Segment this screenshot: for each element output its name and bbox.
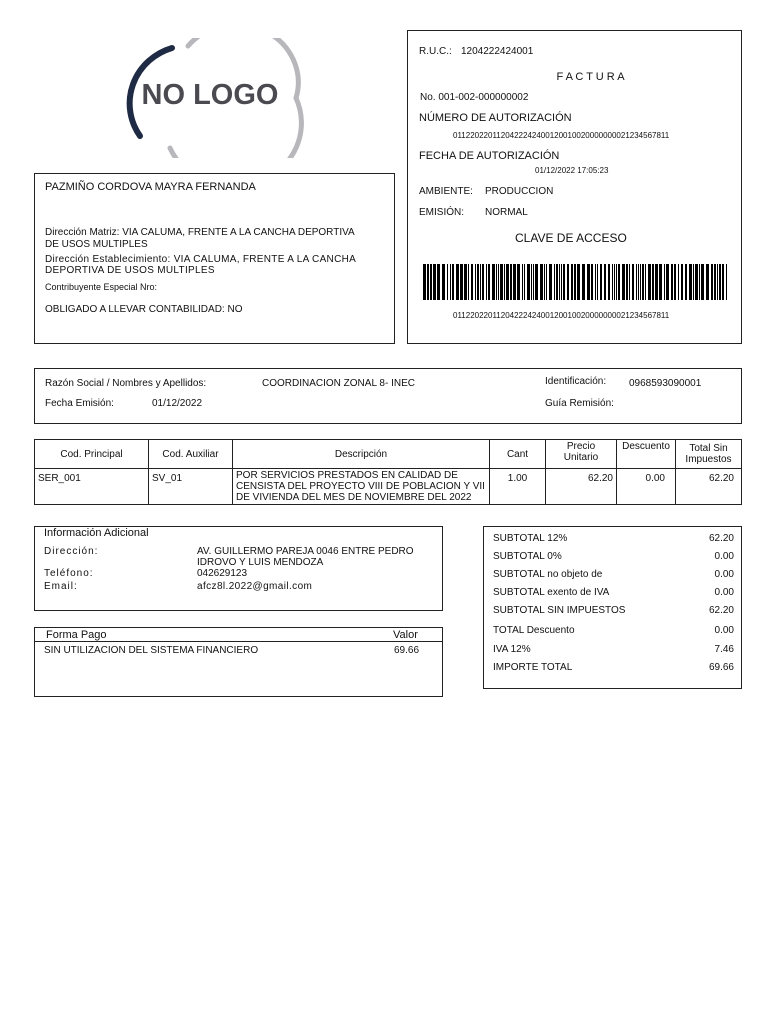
totals-label: SUBTOTAL no objeto de (493, 569, 603, 580)
cell-aux: SV_01 (149, 469, 233, 505)
emission-date-label: Fecha Emisión: (45, 398, 114, 409)
barcode-bar (464, 264, 467, 300)
barcode-bar (626, 264, 628, 300)
emission-date: 01/12/2022 (152, 398, 203, 409)
barcode-bar (477, 264, 479, 300)
items-header-row (35, 440, 742, 469)
totals-value: 62.20 (708, 605, 734, 616)
barcode-bar (500, 264, 503, 300)
cell-discount: 0.00 (617, 469, 676, 505)
customer-id-label: Identificación: (545, 376, 607, 387)
barcode-bar (597, 264, 598, 300)
cell-code: SER_001 (35, 469, 149, 505)
barcode-bar (533, 264, 534, 300)
barcode-bar (640, 264, 641, 300)
barcode-bar (567, 264, 569, 300)
auth-number: 0112202201120422242400120010020000000021234567811 (453, 131, 670, 140)
barcode-bar (554, 264, 555, 300)
barcode-bar (632, 264, 634, 300)
totals-value: 62.20 (708, 533, 734, 544)
email-label: Email: (44, 581, 78, 592)
barcode-bar (645, 264, 646, 300)
totals-label: SUBTOTAL 0% (493, 551, 562, 562)
barcode-bar (622, 264, 625, 300)
barcode-bar (659, 264, 662, 300)
barcode-bar (571, 264, 573, 300)
barcode-bar (450, 264, 451, 300)
barcode-bar (544, 264, 545, 300)
barcode-bar (608, 264, 610, 300)
barcode-bar (722, 264, 724, 300)
environment-label: AMBIENTE: (419, 186, 473, 197)
emission-label: EMISIÓN: (419, 207, 465, 218)
customer-id: 0968593090001 (629, 378, 702, 389)
barcode-bar (535, 264, 538, 300)
auth-date-label: FECHA DE AUTORIZACIÓN (419, 150, 560, 162)
barcode-bar (587, 264, 590, 300)
access-key: 0112202201120422242400120010020000000021234567811 (453, 311, 670, 320)
emitter-name: PAZMIÑO CORDOVA MAYRA FERNANDA (45, 181, 256, 193)
barcode-bar (496, 264, 497, 300)
email-value: afcz8l.2022@gmail.com (197, 581, 313, 592)
barcode-bar (642, 264, 644, 300)
address-value: AV. GUILLERMO PAREJA 0046 ENTRE PEDRO IDROVO Y LUIS MENDOZA (197, 546, 414, 568)
barcode-bar (561, 264, 562, 300)
barcode-bar (693, 264, 694, 300)
accounting-obligation: OBLIGADO A LLEVAR CONTABILIDAD: NO (45, 304, 243, 315)
barcode-bar (618, 264, 620, 300)
barcode-bar (447, 264, 448, 300)
payment-value: 69.66 (394, 645, 420, 656)
barcode-bar (582, 264, 585, 300)
barcode-bar (726, 264, 727, 300)
totals-value: 0.00 (714, 625, 734, 636)
items-table (34, 439, 742, 505)
establishment-address-line1: Dirección Establecimiento: VIA CALUMA, FRENTE A LA CANCHA (45, 254, 357, 265)
header-total-sin-impuestos: Total Sin Impuestos (676, 440, 742, 469)
barcode-bar (506, 264, 509, 300)
header-descripcion: Descripción (233, 440, 490, 469)
barcode-bar (563, 264, 565, 300)
establishment-address-line2: DEPORTIVA DE USOS MULTIPLES (45, 265, 215, 276)
barcode-bar (604, 264, 606, 300)
cell-total: 62.20 (676, 469, 742, 505)
customer-name-label: Razón Social / Nombres y Apellidos: (45, 378, 207, 389)
cell-qty: 1.00 (490, 469, 546, 505)
payment-value-label: Valor (393, 629, 418, 641)
barcode-bar (531, 264, 532, 300)
barcode-bar (648, 264, 651, 300)
barcode-bar (482, 264, 484, 300)
barcode-bar (699, 264, 700, 300)
barcode-bar (556, 264, 558, 300)
header-cod-auxiliar: Cod. Auxiliar (149, 440, 233, 469)
barcode-bar (498, 264, 499, 300)
cell-unit-price: 62.20 (546, 469, 617, 505)
barcode-bar (559, 264, 560, 300)
barcode-bar (706, 264, 709, 300)
totals-label: SUBTOTAL SIN IMPUESTOS (493, 605, 626, 616)
environment-value: PRODUCCION (485, 186, 554, 197)
barcode-bar (701, 264, 704, 300)
barcode-bar (689, 264, 692, 300)
barcode-bar (681, 264, 683, 300)
barcode-bar (488, 264, 490, 300)
emission-value: NORMAL (485, 207, 528, 218)
barcode-bar (433, 264, 436, 300)
payment-divider (35, 641, 442, 642)
barcode-bar (664, 264, 665, 300)
barcode-bar (652, 264, 654, 300)
barcode-bar (513, 264, 516, 300)
totals-label: TOTAL Descuento (493, 625, 575, 636)
barcode-bar (524, 264, 525, 300)
barcode-bar (678, 264, 679, 300)
phone-value: 042629123 (197, 568, 248, 579)
barcode-bar (475, 264, 476, 300)
barcode-bar (460, 264, 463, 300)
payment-method: SIN UTILIZACION DEL SISTEMA FINANCIERO (44, 645, 259, 656)
totals-value: 7.46 (714, 644, 734, 655)
barcode-bar (452, 264, 454, 300)
header-precio-unitario: Precio Unitario (546, 440, 617, 469)
barcode-bar (517, 264, 520, 300)
header-cod-principal: Cod. Principal (35, 440, 149, 469)
payment-title: Forma Pago (46, 629, 107, 641)
barcode-bar (492, 264, 495, 300)
barcode-bar (468, 264, 469, 300)
ruc-value: 1204222424001 (461, 46, 534, 57)
barcode-bar (695, 264, 698, 300)
totals-value: 0.00 (714, 587, 734, 598)
barcode-bar (655, 264, 658, 300)
barcode-bar (629, 264, 630, 300)
barcode-bar (504, 264, 505, 300)
barcode-bar (638, 264, 639, 300)
totals-label: SUBTOTAL 12% (493, 533, 568, 544)
emitter-box (34, 173, 395, 344)
barcode-bar (442, 264, 445, 300)
barcode-bar (711, 264, 713, 300)
additional-info-box (34, 526, 443, 611)
matrix-address-line1: Dirección Matriz: VIA CALUMA, FRENTE A LA CANCHA DEPORTIVA (45, 227, 355, 238)
barcode-bar (674, 264, 676, 300)
customer-box (34, 368, 742, 424)
barcode-bar (540, 264, 543, 300)
access-key-barcode (423, 264, 729, 300)
guide-label: Guía Remisión: (545, 398, 614, 409)
barcode-bar (671, 264, 673, 300)
header-cant: Cant (490, 440, 546, 469)
phone-label: Teléfono: (44, 568, 94, 579)
totals-label: IVA 12% (493, 644, 531, 655)
barcode-bar (685, 264, 687, 300)
customer-name: COORDINACION ZONAL 8- INEC (262, 378, 415, 389)
barcode-bar (577, 264, 580, 300)
address-label: Dirección: (44, 546, 99, 557)
cell-description: POR SERVICIOS PRESTADOS EN CALIDAD DE CENSISTA DEL PROYECTO VIII DE POBLACION Y VII DE VIVIENDA DEL MES DE NOVIEMBRE DEL 2022 (233, 469, 490, 505)
access-key-label: CLAVE DE ACCESO (515, 231, 627, 245)
payment-box (34, 627, 443, 697)
matrix-address-line2: DE USOS MULTIPLES (45, 239, 148, 250)
totals-value: 0.00 (714, 551, 734, 562)
totals-value: 69.66 (708, 662, 734, 673)
barcode-bar (522, 264, 523, 300)
totals-label: IMPORTE TOTAL (493, 662, 573, 673)
logo-text: NO LOGO (141, 79, 279, 111)
barcode-bar (427, 264, 429, 300)
barcode-bar (574, 264, 576, 300)
ruc-label: R.U.C.: (419, 46, 452, 57)
special-contributor: Contribuyente Especial Nro: (45, 282, 158, 292)
barcode-bar (430, 264, 432, 300)
barcode-bar (717, 264, 718, 300)
barcode-bar (666, 264, 669, 300)
auth-number-label: NÚMERO DE AUTORIZACIÓN (419, 112, 572, 124)
invoice-number: No. 001-002-000000002 (420, 92, 529, 103)
additional-info-title: Información Adicional (44, 527, 149, 539)
barcode-bar (636, 264, 637, 300)
barcode-bar (591, 264, 593, 300)
totals-box (483, 526, 742, 689)
invoice-title: F A C T U R A (556, 71, 625, 83)
barcode-bar (437, 264, 440, 300)
barcode-bar (719, 264, 721, 300)
barcode-bar (612, 264, 613, 300)
barcode-bar (714, 264, 716, 300)
barcode-bar (595, 264, 596, 300)
barcode-bar (423, 264, 426, 300)
barcode-bar (527, 264, 530, 300)
barcode-bar (546, 264, 547, 300)
barcode-bar (549, 264, 552, 300)
barcode-bar (471, 264, 473, 300)
barcode-bar (510, 264, 512, 300)
table-row (35, 469, 742, 505)
header-descuento: Descuento (617, 440, 676, 469)
barcode-bar (456, 264, 459, 300)
totals-value: 0.00 (714, 569, 734, 580)
barcode-bar (480, 264, 481, 300)
totals-label: SUBTOTAL exento de IVA (493, 587, 610, 598)
barcode-bar (486, 264, 487, 300)
auth-date: 01/12/2022 17:05:23 (535, 166, 609, 175)
barcode-bar (616, 264, 617, 300)
barcode-bar (614, 264, 615, 300)
barcode-bar (600, 264, 602, 300)
company-logo (110, 38, 310, 158)
